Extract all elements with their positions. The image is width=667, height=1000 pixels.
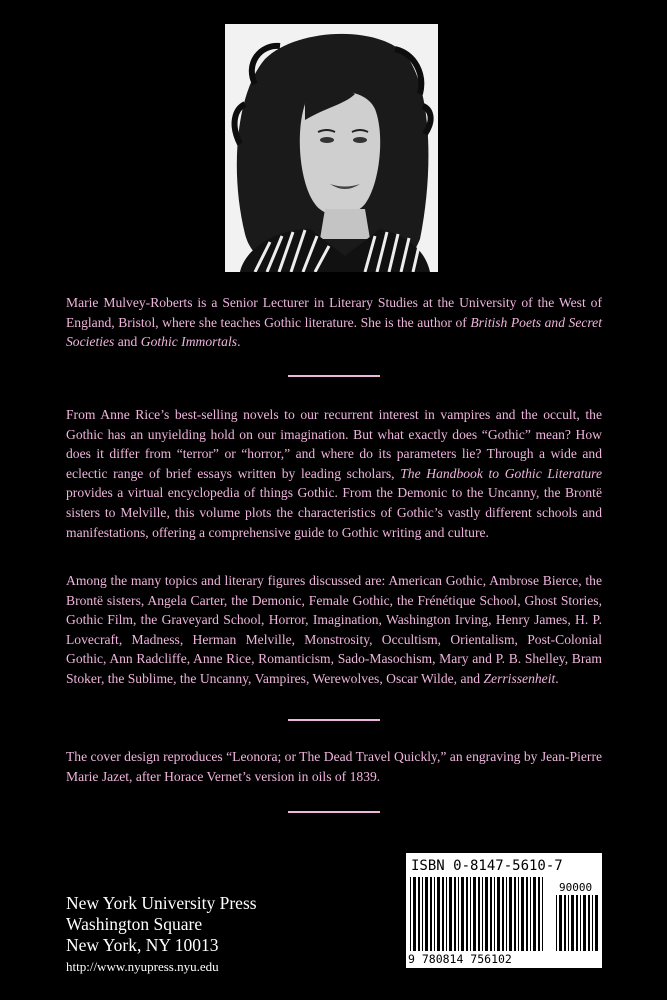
topics-paragraph: [66, 571, 602, 689]
publisher-address-line1: Washington Square: [66, 914, 203, 934]
ean-barcode-bars: [410, 877, 543, 951]
author-bio: [66, 293, 602, 352]
book-title-gothic-immortals: Gothic Immortals: [140, 334, 238, 350]
cover-note: The cover design reproduces “Leonora; or The Dead Travel Quickly,” an engraving by Jean-Pierre Marie Jazet, after Horace Vernet’s version in oils of 1839.: [66, 749, 602, 784]
topics-text: Among the many topics and literary figures discussed are: American Gothic, Ambrose Bierce, the Brontë sisters, Angela Carter, the Demonic, Female Gothic, the Frénétique School, Ghost Stories, Gothic Film, the Graveyard School, Horror, Imagination, Washington Irving, Henry James, H. P. Lovecraft, Madness, Herman Melville, Monstrosity, Occultism, Orientalism, Post-Colonial Gothic, Ann Radcliffe, Anne Rice, Romanticism, Sado-Masochism, Mary and P. B. Shelley, Bram Stoker, the Sublime, the Uncanny, Vampires, Werewolves, Oscar Wilde, and: [66, 573, 602, 686]
section-divider: [288, 811, 380, 813]
topics-last-term: Zerrissenheit: [483, 670, 556, 686]
isbn-label: ISBN 0-8147-5610-7: [411, 858, 563, 874]
description-text-2: provides a virtual encyclopedia of things Gothic. From the Demonic to the Uncanny, the Brontë sisters to Melville, this volume plots the characteristics of Gothic’s vastly different schools and manifestations, offering a comprehensive guide to Gothic writing and culture.: [66, 485, 602, 540]
publisher-url: http://www.nyupress.nyu.edu: [66, 959, 219, 974]
author-bio-text: Marie Mulvey-Roberts is a Senior Lecturer in Literary Studies at the University of the West of England, Bristol, where she teaches Gothic literature. She is the author of: [66, 295, 602, 330]
topics-text-end: .: [555, 670, 559, 686]
ean-number-label: 9 780814 756102: [408, 952, 512, 966]
book-description: [66, 405, 602, 542]
isbn-barcode: [406, 853, 602, 968]
section-divider: [288, 719, 380, 721]
publisher-info: [66, 893, 257, 976]
description-text: From Anne Rice’s best-selling novels to our recurrent interest in vampires and the occult, the Gothic has an unyielding hold on our imagination. But what exactly does “Gothic” mean? How does it differ from “terror” or “horror,” and where do its parameters lie? Through a wide and eclectic range of brief essays written by leading scholars,: [66, 407, 602, 481]
publisher-name: New York University Press: [66, 893, 257, 913]
section-divider: [288, 375, 380, 377]
book-title-british-poets: British Poets and Secret Societies: [66, 314, 602, 350]
author-photo: [225, 24, 438, 272]
publisher-address-line2: New York, NY 10013: [66, 935, 219, 955]
price-code-label: 90000: [559, 881, 593, 894]
author-portrait-image: [225, 24, 438, 272]
author-bio-text-2: and: [114, 334, 141, 350]
handbook-title: The Handbook to Gothic Literature: [400, 465, 602, 481]
barcode-graphic: [406, 853, 602, 968]
author-bio-text-3: .: [237, 334, 241, 350]
price-barcode-bars: [556, 895, 598, 951]
